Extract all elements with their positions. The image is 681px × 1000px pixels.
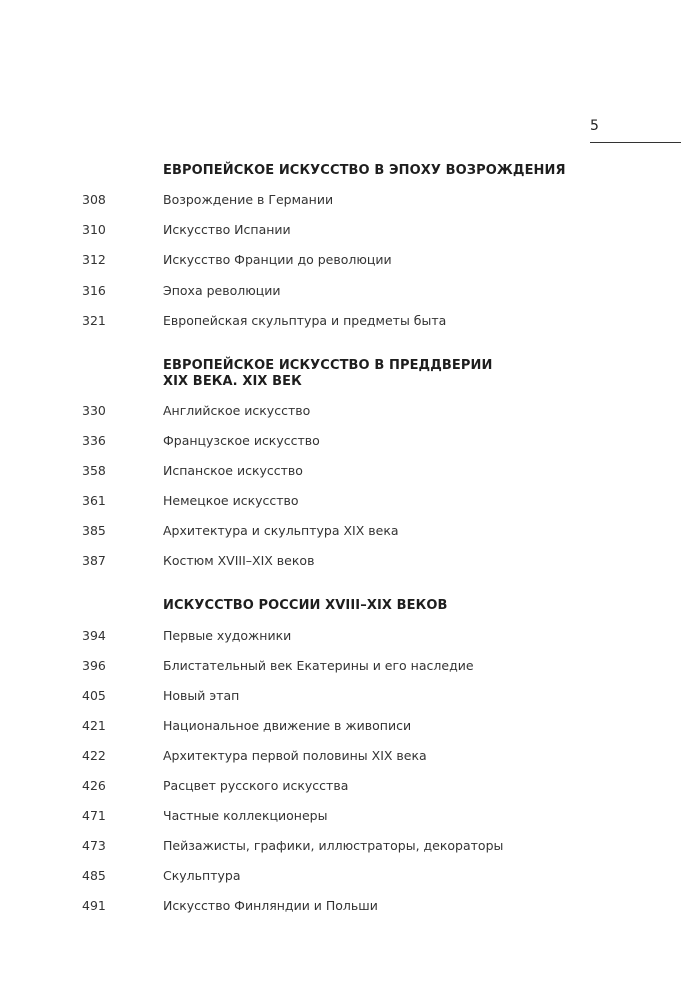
toc-entry[interactable] <box>0 778 681 798</box>
toc-title: Искусство Финляндии и Польши <box>163 898 378 913</box>
toc-page-number: 394 <box>82 628 106 643</box>
toc-page-number: 422 <box>82 748 106 763</box>
toc-page-number: 473 <box>82 838 106 853</box>
toc-page-number: 471 <box>82 808 106 823</box>
toc-title: Костюм XVIII–XIX веков <box>163 553 315 568</box>
toc-entry[interactable] <box>0 658 681 678</box>
toc-entry[interactable] <box>0 433 681 453</box>
toc-entry[interactable] <box>0 718 681 738</box>
toc-title: Первые художники <box>163 628 292 643</box>
toc-page-number: 491 <box>82 898 106 913</box>
toc-page-number: 358 <box>82 463 106 478</box>
toc-page-number: 387 <box>82 553 106 568</box>
toc-entry[interactable] <box>0 808 681 828</box>
toc-entry[interactable] <box>0 523 681 543</box>
page-number: 5 <box>590 118 599 134</box>
toc-entry[interactable] <box>0 553 681 573</box>
toc-title: Эпоха революции <box>163 283 281 298</box>
toc-page-number: 385 <box>82 523 106 538</box>
toc-page-number: 330 <box>82 403 106 418</box>
toc-page-number: 312 <box>82 252 106 267</box>
toc-title: Английское искусство <box>163 403 311 418</box>
toc-entry[interactable] <box>0 283 681 303</box>
toc-page-number: 310 <box>82 222 106 237</box>
toc-entry[interactable] <box>0 403 681 423</box>
section-heading-line: ЕВРОПЕЙСКОЕ ИСКУССТВО В ЭПОХУ ВОЗРОЖДЕНИЯ <box>163 163 566 178</box>
toc-title: Архитектура первой половины XIX века <box>163 748 427 763</box>
toc-title: Испанское искусство <box>163 463 303 478</box>
section-heading-line: XIX ВЕКА. XIX ВЕК <box>163 374 302 389</box>
toc-title: Архитектура и скульптура XIX века <box>163 523 399 538</box>
toc-title: Искусство Франции до революции <box>163 252 392 267</box>
section-heading-line: ЕВРОПЕЙСКОЕ ИСКУССТВО В ПРЕДДВЕРИИ <box>163 358 493 373</box>
toc-page-number: 321 <box>82 313 106 328</box>
toc-title: Пейзажисты, графики, иллюстраторы, декораторы <box>163 838 504 853</box>
toc-title: Скульптура <box>163 868 241 883</box>
toc-entry[interactable] <box>0 628 681 648</box>
toc-title: Новый этап <box>163 688 240 703</box>
toc-entry[interactable] <box>0 252 681 272</box>
toc-title: Национальное движение в живописи <box>163 718 412 733</box>
toc-page-number: 405 <box>82 688 106 703</box>
page-number-rule <box>590 142 681 143</box>
toc-page-number: 396 <box>82 658 106 673</box>
section-heading <box>163 163 566 179</box>
toc-entry[interactable] <box>0 493 681 513</box>
toc-entry[interactable] <box>0 463 681 483</box>
toc-entry[interactable] <box>0 222 681 242</box>
toc-entry[interactable] <box>0 688 681 708</box>
toc-entry[interactable] <box>0 838 681 858</box>
toc-entry[interactable] <box>0 898 681 918</box>
toc-title: Искусство Испании <box>163 222 291 237</box>
section-heading-line: ИСКУССТВО РОССИИ XVIII–XIX ВЕКОВ <box>163 598 448 613</box>
toc-page-number: 361 <box>82 493 106 508</box>
toc-page-number: 336 <box>82 433 106 448</box>
toc-entry[interactable] <box>0 192 681 212</box>
toc-entry[interactable] <box>0 748 681 768</box>
toc-entry[interactable] <box>0 868 681 888</box>
toc-title: Французское искусство <box>163 433 320 448</box>
toc-entry[interactable] <box>0 313 681 333</box>
toc-title: Расцвет русского искусства <box>163 778 349 793</box>
toc-title: Возрождение в Германии <box>163 192 334 207</box>
toc-page-number: 485 <box>82 868 106 883</box>
toc-page-number: 421 <box>82 718 106 733</box>
toc-page-number: 308 <box>82 192 106 207</box>
toc-title: Немецкое искусство <box>163 493 299 508</box>
section-heading <box>163 598 448 614</box>
toc-title: Частные коллекционеры <box>163 808 328 823</box>
section-heading <box>163 358 493 390</box>
toc-title: Европейская скульптура и предметы быта <box>163 313 447 328</box>
toc-title: Блистательный век Екатерины и его наследие <box>163 658 474 673</box>
toc-page-number: 316 <box>82 283 106 298</box>
toc-page-number: 426 <box>82 778 106 793</box>
